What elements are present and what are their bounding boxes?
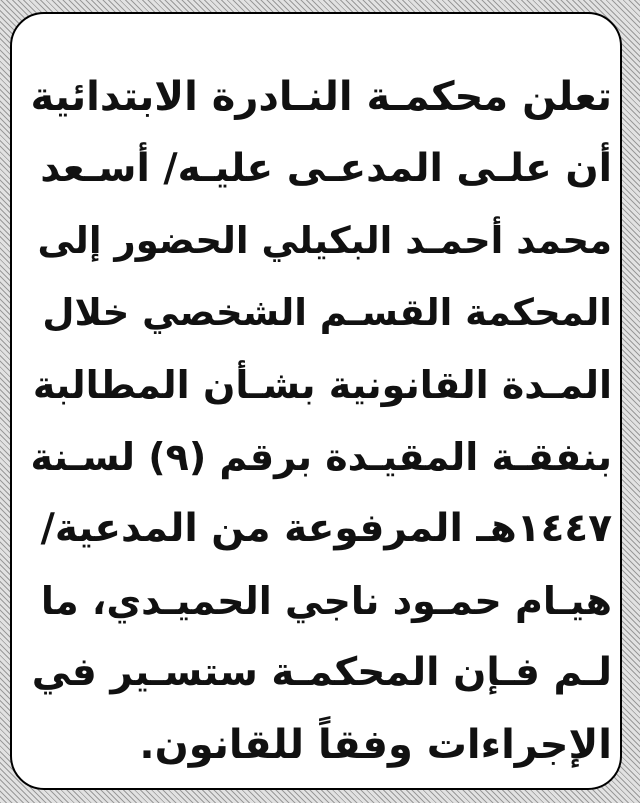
notice-line: ١٤٤٧هـ المرفوعة من المدعية/: [40, 506, 612, 551]
notice-line: محمد أحمـد البكيلي الحضور إلى: [37, 219, 612, 262]
notice-line: هيـام حمـود ناجي الحميـدي، ما: [40, 579, 612, 623]
notice-text: [30, 61, 612, 781]
notice-line: بنفقـة المقيـدة برقم (٩) لسـنة: [30, 435, 612, 479]
notice-line: لـم فـإن المحكمـة ستسـير في: [31, 650, 612, 695]
notice-line: تعلن محكمـة النـادرة الابتدائية: [30, 74, 612, 120]
notice-line: المـدة القانونية بشـأن المطالبة: [32, 363, 612, 407]
notice-line: الإجراءات وفقاً للقانون.: [139, 722, 612, 768]
notice-line: المحكمة القسـم الشخصي خلال: [42, 291, 612, 334]
notice-line: أن علـى المدعـى عليـه/ أسـعد: [40, 146, 612, 191]
